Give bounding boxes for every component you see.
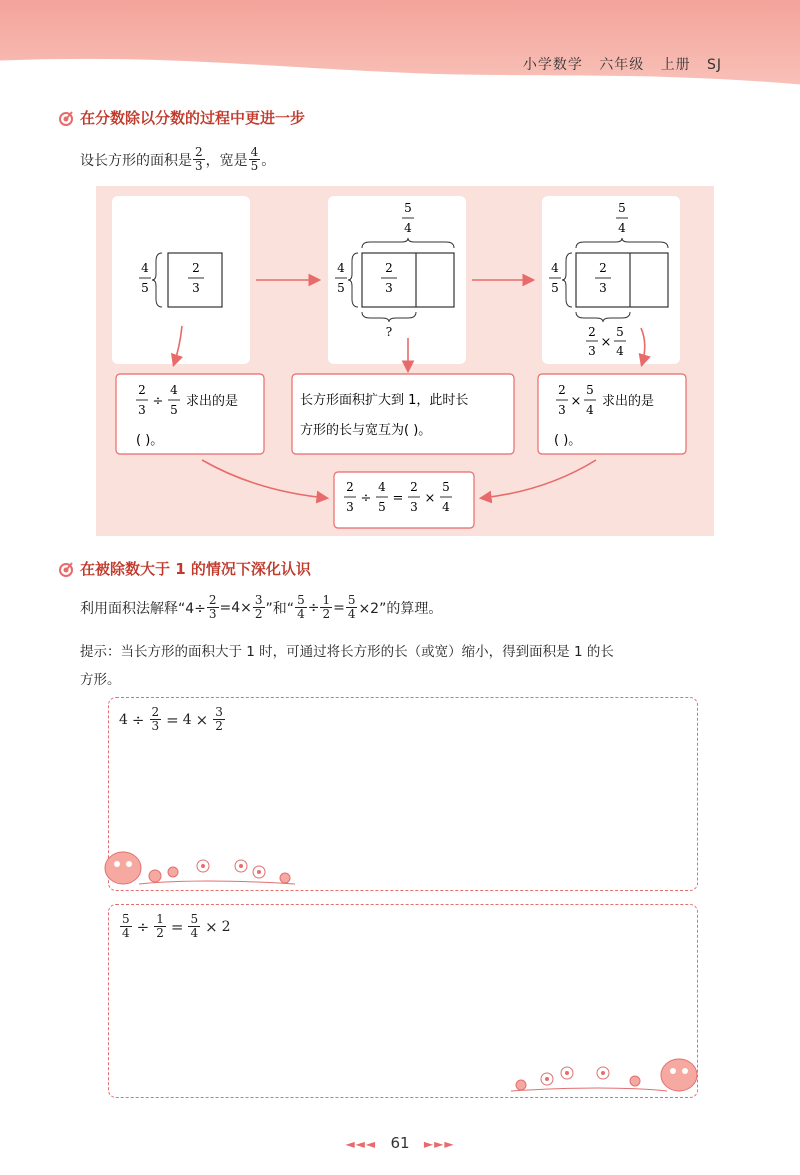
svg-text:5: 5 xyxy=(170,403,178,417)
section1-intro xyxy=(80,146,275,173)
hint-line2: 方形。 xyxy=(80,672,121,688)
svg-text:求出的是: 求出的是 xyxy=(186,394,239,409)
svg-text:5: 5 xyxy=(404,201,412,215)
section2-instruction: 利用面积法解释“4÷ $\frac{2}{3}$ =4× $\frac{3}{2}$ ”和“ $\frac{5}{4}$ ÷ $\frac{1}{2}$ = $\frac{5}{4}$ ×2”的算理。 xyxy=(80,593,443,621)
svg-text:5: 5 xyxy=(551,281,559,295)
target-icon xyxy=(58,561,74,577)
svg-text:3: 3 xyxy=(346,500,354,514)
svg-text:×: × xyxy=(570,394,582,409)
svg-text:4: 4 xyxy=(551,261,559,275)
svg-text:方形的长与宽互为( )。: 方形的长与宽互为( )。 xyxy=(300,423,432,438)
header-info xyxy=(523,54,722,74)
diagram-panel xyxy=(96,186,714,536)
hint-line1: 提示：当长方形的面积大于 1 时，可通过将长方形的长（或宽）缩小，得到面积是 1 的长 xyxy=(80,644,614,660)
svg-text:4: 4 xyxy=(170,383,178,397)
svg-text:5: 5 xyxy=(337,281,345,295)
header-volume: 上册 xyxy=(660,57,691,73)
svg-text:4: 4 xyxy=(442,500,450,514)
svg-text:2: 2 xyxy=(192,261,200,275)
svg-text:4: 4 xyxy=(141,261,149,275)
svg-text:3: 3 xyxy=(599,281,607,295)
svg-text:×: × xyxy=(424,491,436,506)
answer-box-2[interactable] xyxy=(108,904,698,1098)
svg-text:3: 3 xyxy=(558,403,566,417)
section1-title xyxy=(58,107,305,128)
svg-text:4: 4 xyxy=(378,480,386,494)
svg-text:4: 4 xyxy=(616,344,624,358)
svg-text:4: 4 xyxy=(337,261,345,275)
intro-width-fraction: $\frac{4}{5}$ xyxy=(250,145,259,173)
prev-page-arrows-icon[interactable]: ◄◄◄ xyxy=(345,1137,377,1151)
header-banner xyxy=(0,0,800,100)
diagram-svg xyxy=(96,186,714,536)
svg-text:3: 3 xyxy=(588,344,596,358)
svg-text:2: 2 xyxy=(346,480,354,494)
box-equation xyxy=(334,472,474,528)
svg-text:( )。: ( )。 xyxy=(554,433,582,448)
svg-text:5: 5 xyxy=(442,480,450,494)
flower-decoration-icon xyxy=(99,838,299,890)
answer-box-1[interactable] xyxy=(108,697,698,891)
header-edition: SJ xyxy=(706,57,722,73)
svg-text:2: 2 xyxy=(410,480,418,494)
header-grade: 六年级 xyxy=(599,57,645,73)
svg-text:3: 3 xyxy=(410,500,418,514)
section2-title xyxy=(58,558,311,579)
arrow-converge-right xyxy=(482,460,596,498)
svg-text:÷: ÷ xyxy=(360,491,372,506)
intro-area-fraction: $\frac{2}{3}$ xyxy=(195,145,203,173)
intro-end: 。 xyxy=(261,152,276,169)
svg-text:5: 5 xyxy=(618,201,626,215)
svg-text:5: 5 xyxy=(141,281,149,295)
svg-text:×: × xyxy=(600,335,612,350)
svg-text:2: 2 xyxy=(588,325,596,339)
svg-text:2: 2 xyxy=(138,383,146,397)
svg-text:3: 3 xyxy=(138,403,146,417)
page-footer xyxy=(0,1134,800,1152)
box2-equation: $\frac{5}{4}$ ÷ $\frac{1}{2}$ = $\frac{5}{4}$ × 2 xyxy=(122,912,231,940)
intro-mid: ，宽是 xyxy=(205,152,248,169)
header-subject: 小学数学 xyxy=(522,57,583,73)
svg-text:4: 4 xyxy=(586,403,594,417)
svg-text:5: 5 xyxy=(616,325,624,339)
svg-text:3: 3 xyxy=(192,281,200,295)
svg-text:5: 5 xyxy=(378,500,386,514)
svg-text:2: 2 xyxy=(558,383,566,397)
box-reciprocal xyxy=(292,374,514,454)
section1-title-text: 在分数除以分数的过程中更进一步 xyxy=(80,109,306,127)
svg-text:=: = xyxy=(392,491,404,506)
section2-title-text: 在被除数大于 1 的情况下深化认识 xyxy=(80,560,311,578)
arrow-converge-left xyxy=(202,460,326,498)
box1-equation: 4 ÷ $\frac{2}{3}$ = 4 × $\frac{3}{2}$ xyxy=(119,705,223,733)
svg-text:求出的是: 求出的是 xyxy=(602,394,655,409)
svg-text:?: ? xyxy=(385,325,393,339)
intro-prefix: 设长方形的面积是 xyxy=(80,152,192,169)
svg-text:3: 3 xyxy=(385,281,393,295)
svg-text:4: 4 xyxy=(404,221,412,235)
svg-text:( )。: ( )。 xyxy=(136,433,164,448)
svg-text:2: 2 xyxy=(599,261,607,275)
target-icon xyxy=(58,110,74,126)
svg-text:÷: ÷ xyxy=(152,394,164,409)
flower-decoration-icon xyxy=(507,1045,707,1097)
page-number: 61 xyxy=(390,1134,410,1152)
svg-text:5: 5 xyxy=(586,383,594,397)
svg-text:2: 2 xyxy=(385,261,393,275)
next-page-arrows-icon[interactable]: ►►► xyxy=(423,1137,455,1151)
svg-text:4: 4 xyxy=(618,221,626,235)
svg-text:长方形面积扩大到 1，此时长: 长方形面积扩大到 1，此时长 xyxy=(300,393,469,408)
